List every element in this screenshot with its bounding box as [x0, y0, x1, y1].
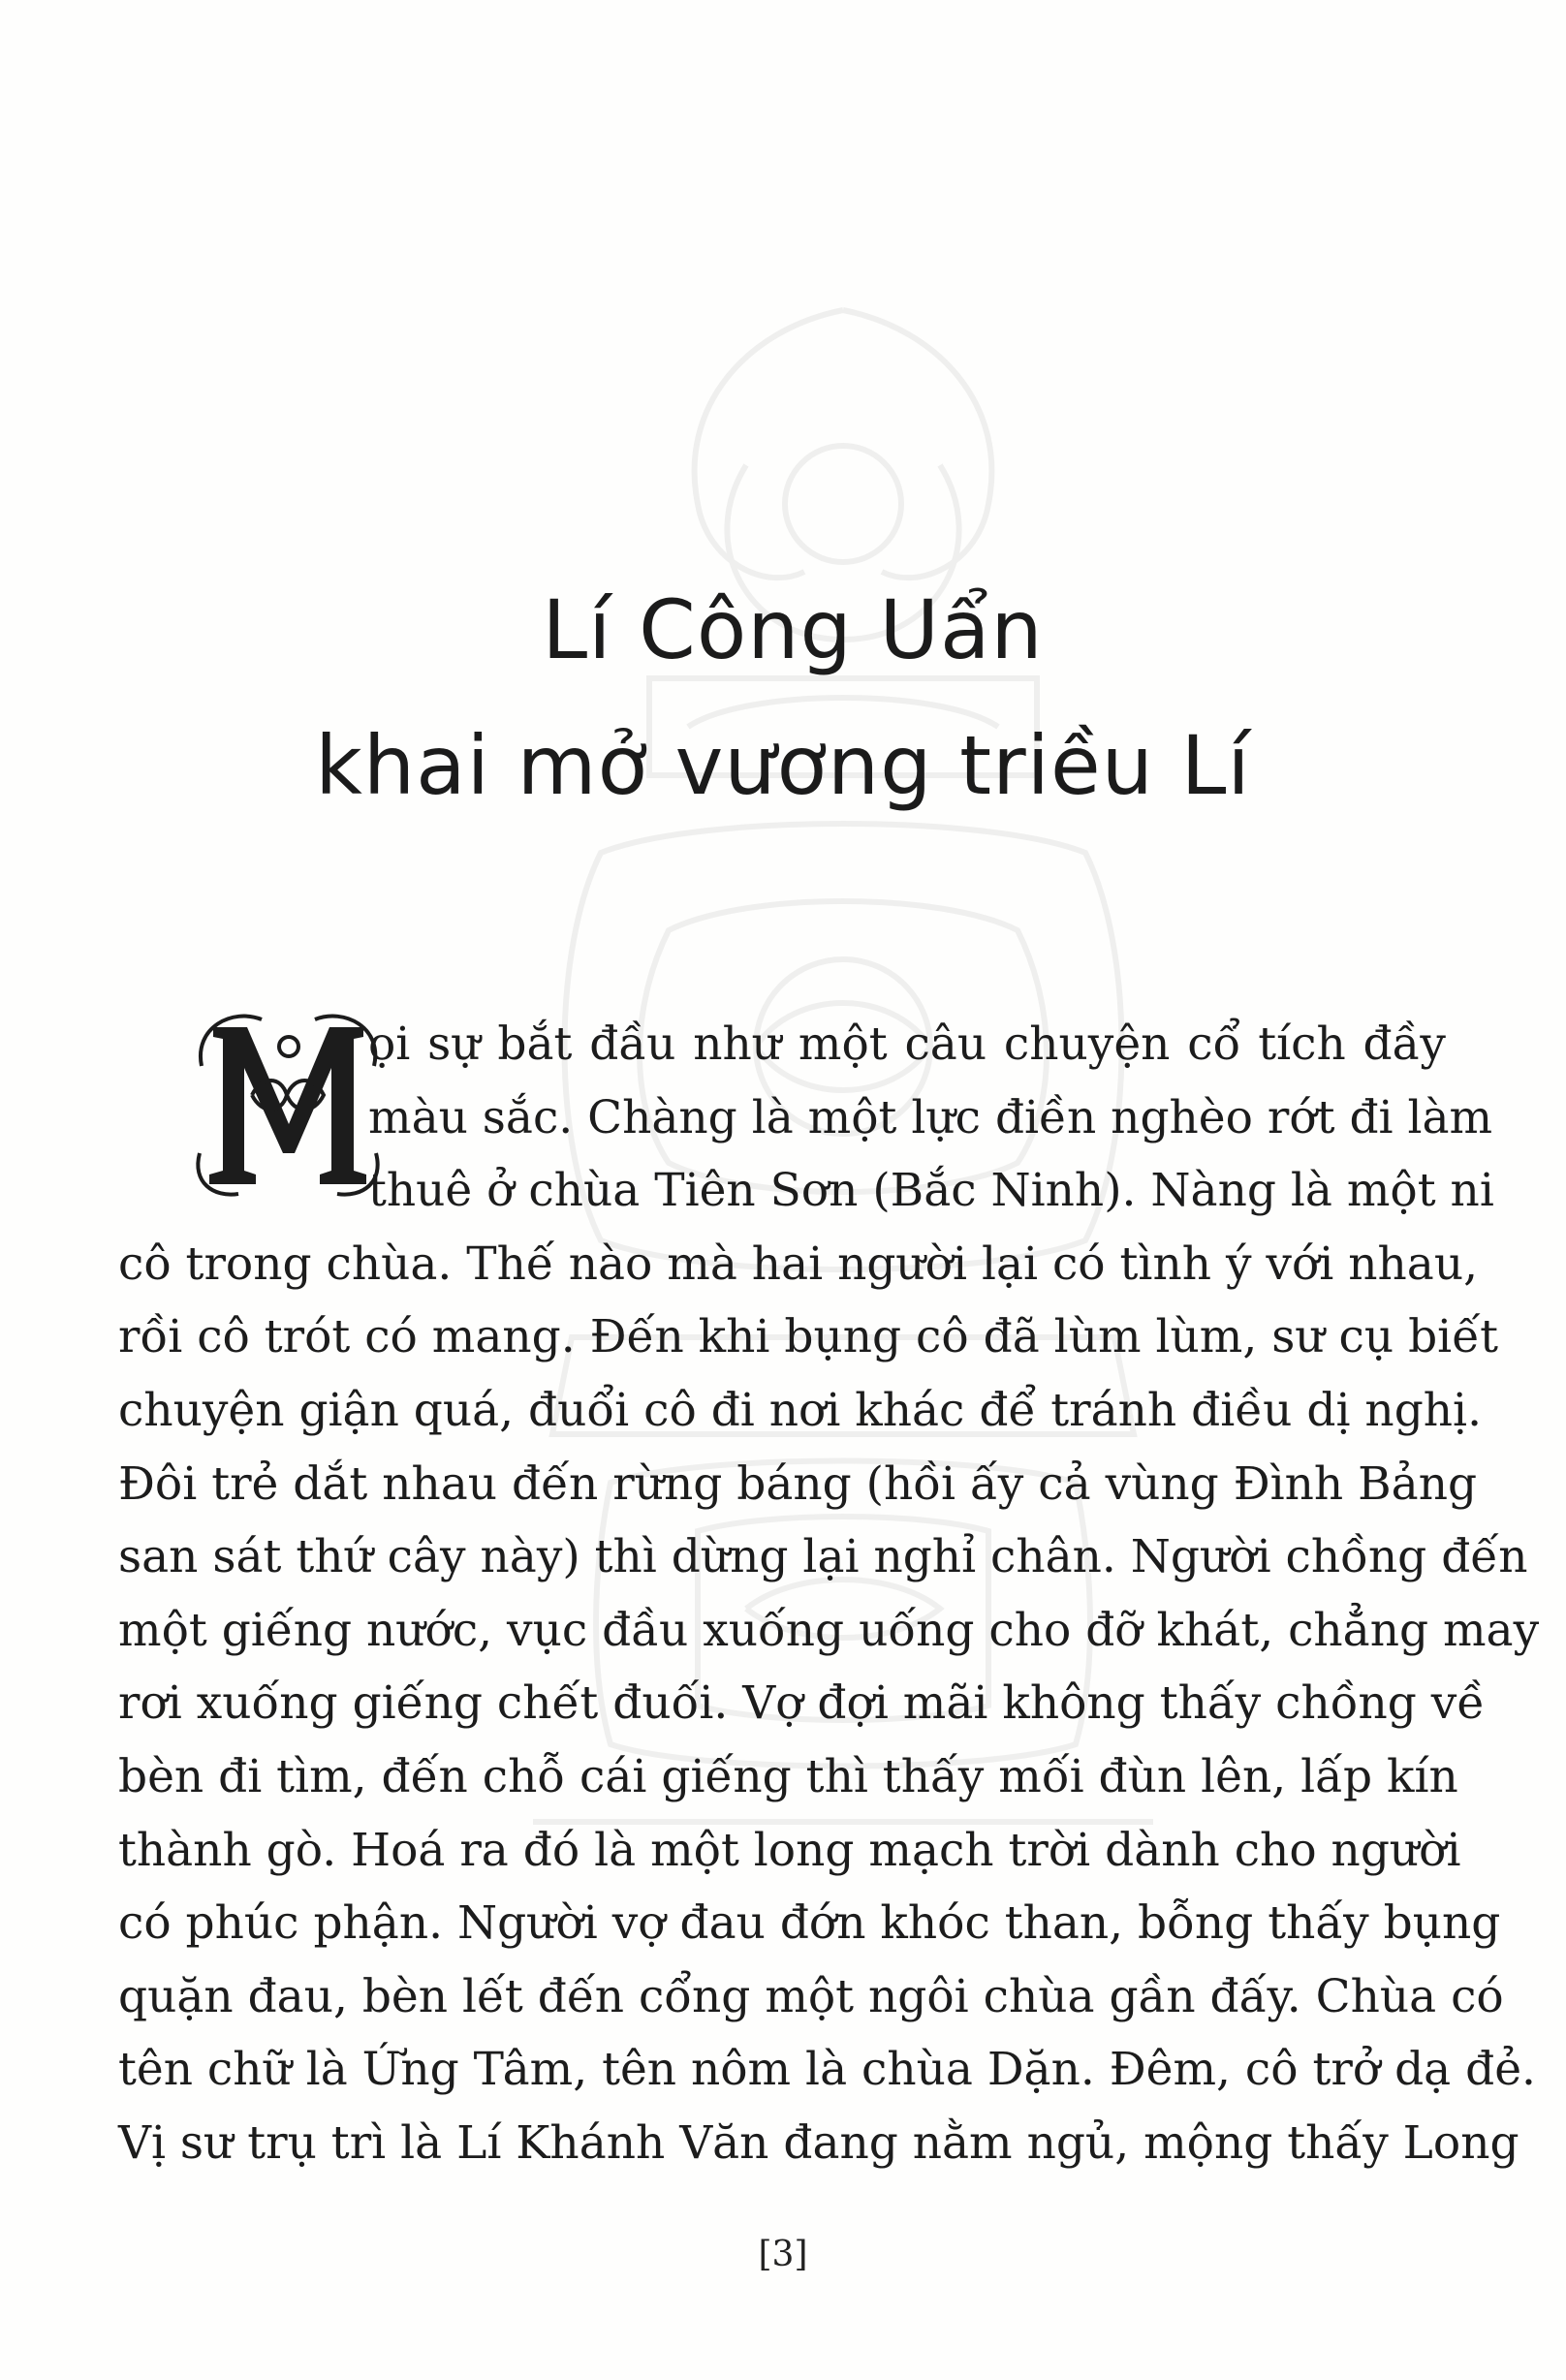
chapter-title-line-2: khai mở vương triều Lí — [315, 718, 1251, 813]
text-line: ọi sự bắt đầu như một câu chuyện cổ tích đầy — [368, 1018, 1446, 1071]
text-line: rơi xuống giếng chết đuối. Vợ đợi mãi không thấy chồng về — [118, 1676, 1486, 1731]
body-paragraph — [118, 1008, 1540, 2180]
page-number: [3] — [758, 2235, 808, 2274]
text-line: cô trong chùa. Thế nào mà hai người lại có tình ý với nhau, — [118, 1237, 1479, 1291]
text-line: thành gò. Hoá ra đó là một long mạch trời dành cho người — [118, 1823, 1461, 1877]
text-line: quặn đau, bèn lết đến cổng một ngôi chùa gần đấy. Chùa có — [118, 1969, 1504, 2023]
text-line: một giếng nước, vục đầu xuống uống cho đỡ khát, chẳng may — [118, 1603, 1540, 1657]
text-line: bèn đi tìm, đến chỗ cái giếng thì thấy mối đùn lên, lấp kín — [118, 1749, 1458, 1803]
text-line: san sát thứ cây này) thì dừng lại nghỉ chân. Người chồng đến — [118, 1530, 1528, 1584]
text-line: Vị sư trụ trì là Lí Khánh Văn đang nằm ngủ, mộng thấy Long — [118, 2115, 1519, 2170]
text-line: thuê ở chùa Tiên Sơn (Bắc Ninh). Nàng là một ni — [368, 1164, 1494, 1218]
text-line: màu sắc. Chàng là một lực điền nghèo rớt đi làm — [368, 1090, 1493, 1144]
chapter-title-line-1: Lí Công Uẩn — [542, 582, 1044, 677]
text-line: chuyện giận quá, đuổi cô đi nơi khác để tránh điều dị nghị. — [118, 1383, 1483, 1437]
chapter-title — [0, 562, 1566, 833]
text-line: rồi cô trót có mang. Đến khi bụng cô đã lùm lùm, sư cụ biết — [118, 1310, 1498, 1364]
text-line: Đôi trẻ dắt nhau đến rừng báng (hồi ấy cả vùng Đình Bảng — [118, 1456, 1478, 1511]
text-line: tên chữ là Ứng Tâm, tên nôm là chùa Dặn. Đêm, cô trở dạ đẻ. — [118, 2043, 1536, 2097]
text-line: có phúc phận. Người vợ đau đớn khóc than, bỗng thấy bụng — [118, 1896, 1501, 1951]
